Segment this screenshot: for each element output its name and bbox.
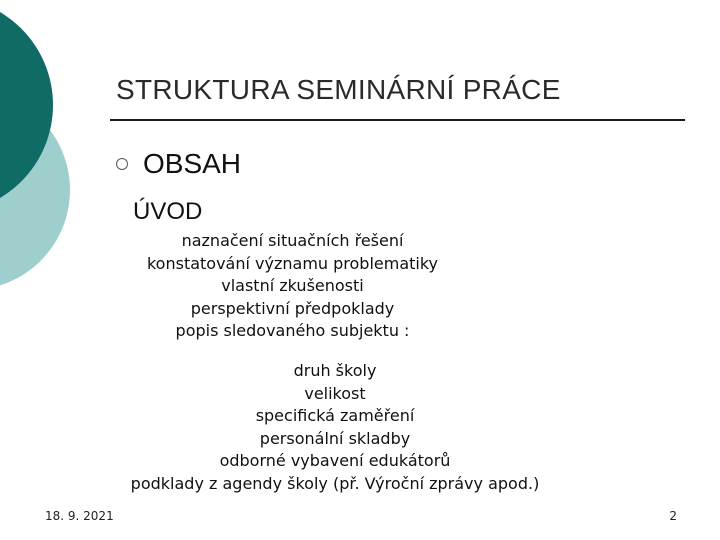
subheading: ÚVOD (133, 198, 203, 225)
intro-line: perspektivní předpoklady (190, 298, 395, 318)
detail-line: podklady z agendy školy (př. Výroční zprávy apod.) (130, 473, 540, 493)
intro-line: popis sledovaného subjektu : (175, 321, 410, 340)
detail-line: specifická zaměření (255, 406, 415, 425)
detail-line: odborné vybavení edukátorů (219, 451, 451, 470)
detail-line: velikost (304, 383, 366, 403)
intro-list (100, 230, 485, 343)
title-underline (110, 119, 685, 121)
detail-line: druh školy (293, 361, 377, 380)
detail-list (90, 360, 580, 495)
intro-line: konstatování významu problematiky (146, 253, 439, 273)
page-number: 2 (669, 509, 677, 523)
bullet-circle-icon (116, 158, 128, 170)
slide-title: STRUKTURA SEMINÁRNÍ PRÁCE (116, 74, 561, 105)
section-heading: OBSAH (143, 148, 242, 179)
intro-line: naznačení situačních řešení (181, 231, 404, 250)
intro-line: vlastní zkušenosti (221, 276, 364, 295)
detail-line: personální skladby (259, 428, 411, 448)
footer-date: 18. 9. 2021 (45, 509, 114, 523)
